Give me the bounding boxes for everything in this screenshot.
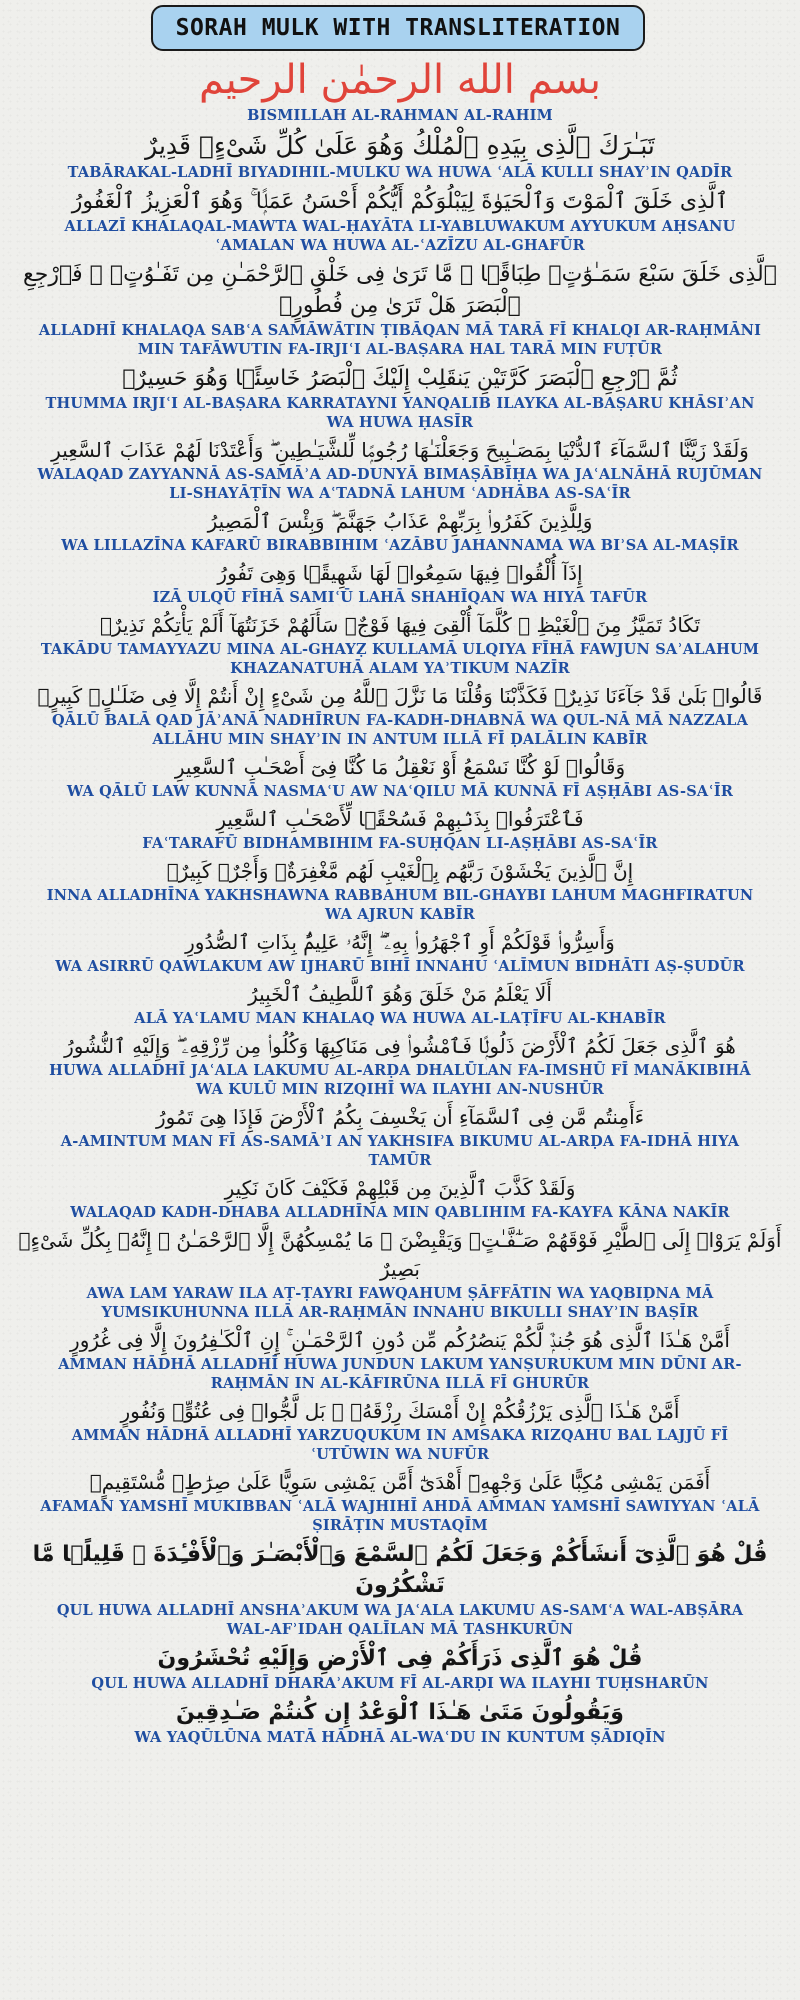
verse-block — [0, 1226, 800, 1322]
verse-block — [0, 559, 800, 607]
verse-arabic: هُوَ ٱلَّذِى جَعَلَ لَكُمُ ٱلْأَرْضَ ذَلُولًۭا فَٱمْشُوا۟ فِى مَنَاكِبِهَا وَكُلُوا۟ مِن رِّزْقِهِۦ ۖ وَإِلَيْهِ ٱلنُّشُورُ — [64, 1034, 736, 1058]
verse-arabic: تَكَادُ تَمَيَّزُ مِنَ ٱلْغَيْظِ ۖ كُلَّمَآ أُلْقِىَ فِيهَا فَوْجٌۭ سَأَلَهُمْ خَزَنَتُهَآ أَلَمْ يَأْتِكُمْ نَذِيرٌۭ — [99, 613, 701, 637]
verse-arabic: أَفَمَن يَمْشِى مُكِبًّا عَلَىٰ وَجْهِهِۦٓ أَهْدَىٰٓ أَمَّن يَمْشِى سَوِيًّا عَلَىٰ صِرَٰطٍۢ مُّسْتَقِيمٍۢ — [89, 1470, 711, 1494]
verse-block — [0, 1397, 800, 1464]
verse-block — [0, 1539, 800, 1639]
verse-block — [0, 1032, 800, 1099]
verse-arabic: وَيَقُولُونَ مَتَىٰ هَـٰذَا ٱلْوَعْدُ إِن كُنتُمْ صَـٰدِقِينَ — [176, 1700, 624, 1725]
verse-transliteration: A-AMINTUM MAN FĪ AS-SAMĀʾI AN YAKHSIFA BIKUMU AL-ARḌA FA-IDHĀ HIYA TAMŪR — [60, 1133, 740, 1169]
verse-transliteration: AFAMAN YAMSHĪ MUKIBBAN ʿALĀ WAJHIHĪ AHDĀ AMMAN YAMSHĪ SAWIYYAN ʿALĀ ṢIRĀṬIN MUSTAQĪM — [40, 1498, 760, 1534]
verse-arabic: ٱلَّذِى خَلَقَ ٱلْمَوْتَ وَٱلْحَيَوٰةَ لِيَبْلُوَكُمْ أَيُّكُمْ أَحْسَنُ عَمَلًۭا ۚ وَهُوَ ٱلْعَزِيزُ ٱلْغَفُورُ — [71, 189, 729, 214]
verse-block — [0, 1326, 800, 1393]
verse-arabic: وَلَقَدْ زَيَّنَّا ٱلسَّمَآءَ ٱلدُّنْيَا بِمَصَـٰبِيحَ وَجَعَلْنَـٰهَا رُجُومًۭا لِّلشَّيَـٰطِينِ ۖ وَأَعْتَدْنَا لَهُمْ عَذَابَ ٱلسَّعِيرِ — [51, 438, 749, 462]
verse-transliteration: BISMILLAH AL-RAHMAN AL-RAHIM — [247, 107, 553, 124]
verse-transliteration: FAʿTARAFŪ BIDHAMBIHIM FA-SUḤQAN LI-AṢḤĀBI AS-SAʿĪR — [142, 835, 658, 852]
verse-transliteration: AMMAN HĀDHĀ ALLADHĪ HUWA JUNDUN LAKUM YANṢURUKUM MIN DŪNI AR-RAḤMĀN IN AL-KĀFIRŪNA ILLĀ FĪ GHURŪR — [58, 1356, 742, 1392]
verse-block — [0, 805, 800, 853]
verse-block — [0, 1643, 800, 1693]
verse-block — [0, 611, 800, 678]
verse-block — [0, 1697, 800, 1747]
verse-transliteration: IZĀ ULQŪ FĪHĀ SAMIʿŪ LAHĀ SHAHĪQAN WA HIYA TAFŪR — [152, 589, 648, 606]
verse-arabic: ٱلَّذِى خَلَقَ سَبْعَ سَمَـٰوَٰتٍۢ طِبَاقًۭا ۖ مَّا تَرَىٰ فِى خَلْقِ ٱلرَّحْمَـٰنِ مِن تَفَـٰوُتٍۢ ۖ فَٱرْجِعِ ٱلْبَصَرَ هَلْ تَرَىٰ مِن فُطُورٍۢ — [23, 262, 777, 318]
verse-block — [0, 1174, 800, 1222]
verse-block — [0, 857, 800, 924]
verse-arabic: وَقَالُوا۟ لَوْ كُنَّا نَسْمَعُ أَوْ نَعْقِلُ مَا كُنَّا فِىٓ أَصْحَـٰبِ ٱلسَّعِيرِ — [174, 755, 626, 779]
verse-arabic: وَلِلَّذِينَ كَفَرُوا۟ بِرَبِّهِمْ عَذَابُ جَهَنَّمَ ۖ وَبِئْسَ ٱلْمَصِيرُ — [207, 509, 593, 533]
verse-arabic: تَبَـٰرَكَ ٱلَّذِى بِيَدِهِ ٱلْمُلْكُ وَهُوَ عَلَىٰ كُلِّ شَىْءٍۢ قَدِيرٌ — [145, 131, 655, 160]
verse-arabic: ءَأَمِنتُم مَّن فِى ٱلسَّمَآءِ أَن يَخْسِفَ بِكُمُ ٱلْأَرْضَ فَإِذَا هِىَ تَمُورُ — [155, 1105, 645, 1129]
verse-block — [0, 129, 800, 182]
verse-arabic: قُلْ هُوَ ٱلَّذِىٓ أَنشَأَكُمْ وَجَعَلَ لَكُمُ ٱلسَّمْعَ وَٱلْأَبْصَـٰرَ وَٱلْأَفْـِٔدَةَ ۖ قَلِيلًۭا مَّا تَشْكُرُونَ — [32, 1542, 768, 1598]
verse-block — [0, 436, 800, 503]
verse-transliteration: WA LILLAZĪNA KAFARŪ BIRABBIHIM ʿAZĀBU JAHANNAMA WA BIʾSA AL-MAṢĪR — [61, 537, 739, 554]
verse-transliteration: AWA LAM YARAW ILA AṬ-ṬAYRI FAWQAHUM ṢĀFFĀTIN WA YAQBIḌNA MĀ YUMSIKUHUNNA ILLĀ AR-RAḤMĀN INNAHU BIKULLI SHAYʾIN BAṢĪR — [86, 1285, 714, 1321]
verse-transliteration: WA QĀLŪ LAW KUNNĀ NASMAʿU AW NAʿQILU MĀ KUNNĀ FĪ AṢḤĀBI AS-SAʿĪR — [66, 783, 734, 800]
verse-block — [0, 1468, 800, 1535]
verse-block — [0, 682, 800, 749]
verse-arabic: وَأَسِرُّوا۟ قَوْلَكُمْ أَوِ ٱجْهَرُوا۟ بِهِۦٓ ۖ إِنَّهُۥ عَلِيمٌۢ بِذَاتِ ٱلصُّدُورِ — [185, 930, 615, 954]
verse-arabic: أَمَّنْ هَـٰذَا ٱلَّذِى يَرْزُقُكُمْ إِنْ أَمْسَكَ رِزْقَهُۥ ۚ بَل لَّجُّوا۟ فِى عُتُوٍّۢ وَنُفُورٍ — [120, 1399, 680, 1423]
verse-block — [0, 928, 800, 976]
verse-arabic: أَلَا يَعْلَمُ مَنْ خَلَقَ وَهُوَ ٱللَّطِيفُ ٱلْخَبِيرُ — [248, 982, 552, 1006]
verse-transliteration: HUWA ALLADHĪ JAʿALA LAKUMU AL-ARḌA DHALŪLAN FA-IMSHŪ FĪ MANĀKIBIHĀ WA KULŪ MIN RIZQIHĪ WA ILAYHI AN-NUSHŪR — [49, 1062, 751, 1098]
verse-transliteration: WALAQAD ZAYYANNĀ AS-SAMĀʾA AD-DUNYĀ BIMAṢĀBĪḤA WA JAʿALNĀHĀ RUJŪMAN LI-SHAYĀṬĪN WA AʿTADNĀ LAHUM ʿADHĀBA AS-SAʿĪR — [37, 466, 763, 502]
verse-block — [0, 363, 800, 432]
verse-block — [0, 106, 800, 125]
verse-block — [0, 259, 800, 359]
verse-block — [0, 507, 800, 555]
verse-transliteration: WALAQAD KADH-DHABA ALLADHĪNA MIN QABLIHIM FA-KAYFA KĀNA NAKĪR — [70, 1204, 730, 1221]
page-title: SORAH MULK WITH TRANSLITERATION — [151, 5, 645, 51]
verse-transliteration: TABĀRAKAL-LADHĪ BIYADIHIL-MULKU WA HUWA ʿALĀ KULLI SHAYʾIN QADĪR — [67, 164, 733, 181]
verse-block — [0, 753, 800, 801]
verse-transliteration: QUL HUWA ALLADHĪ DHARAʾAKUM FĪ AL-ARḌI WA ILAYHI TUḤSHARŪN — [91, 1675, 709, 1692]
verse-arabic: ثُمَّ ٱرْجِعِ ٱلْبَصَرَ كَرَّتَيْنِ يَنقَلِبْ إِلَيْكَ ٱلْبَصَرُ خَاسِئًۭا وَهُوَ حَسِيرٌۭ — [122, 366, 678, 391]
verse-arabic: إِنَّ ٱلَّذِينَ يَخْشَوْنَ رَبَّهُم بِٱلْغَيْبِ لَهُم مَّغْفِرَةٌۭ وَأَجْرٌۭ كَبِيرٌۭ — [166, 859, 634, 883]
verse-arabic: أَوَلَمْ يَرَوْا۟ إِلَى ٱلطَّيْرِ فَوْقَهُمْ صَـٰٓفَّـٰتٍۢ وَيَقْبِضْنَ ۚ مَا يُمْسِكُهُنَّ إِلَّا ٱلرَّحْمَـٰنُ ۚ إِنَّهُۥ بِكُلِّ شَىْءٍۭ بَصِيرٌ — [18, 1228, 782, 1281]
verse-transliteration: WA ASIRRŪ QAWLAKUM AW IJHARŪ BIHĪ INNAHU ʿALĪMUN BIDHĀTI AṢ-ṢUDŪR — [55, 958, 745, 975]
verse-arabic: وَلَقَدْ كَذَّبَ ٱلَّذِينَ مِن قَبْلِهِمْ فَكَيْفَ كَانَ نَكِيرِ — [224, 1176, 576, 1200]
verse-transliteration: AMMAN HĀDHĀ ALLADHĪ YARZUQUKUM IN AMSAKA RIZQAHU BAL LAJJŪ FĪ ʿUTŪWIN WA NUFŪR — [71, 1427, 729, 1463]
verse-arabic: قُلْ هُوَ ٱلَّذِى ذَرَأَكُمْ فِى ٱلْأَرْضِ وَإِلَيْهِ تُحْشَرُونَ — [157, 1646, 643, 1671]
verse-block — [0, 980, 800, 1028]
verse-block — [0, 1103, 800, 1170]
verse-arabic: فَٱعْتَرَفُوا۟ بِذَنۢبِهِمْ فَسُحْقًۭا لِّأَصْحَـٰبِ ٱلسَّعِيرِ — [216, 807, 584, 831]
verse-transliteration: ALĀ YAʿLAMU MAN KHALAQ WA HUWA AL-LAṬĪFU AL-KHABĪR — [134, 1010, 666, 1027]
basmala-arabic: بسم الله الرحمٰن الرحيم — [198, 57, 602, 103]
verse-transliteration: TAKĀDU TAMAYYAZU MINA AL-GHAYẒ KULLAMĀ ULQIYA FĪHĀ FAWJUN SAʾALAHUM KHAZANATUHĀ ALAM YAʾTIKUM NAZĪR — [40, 641, 760, 677]
verse-transliteration: QĀLŪ BALĀ QAD JĀʾANĀ NADHĪRUN FA-KADH-DHABNĀ WA QUL-NĀ MĀ NAZZALA ALLĀHU MIN SHAYʾIN IN ANTUM ILLĀ FĪ ḌALĀLIN KABĪR — [51, 712, 749, 748]
verse-block — [0, 186, 800, 255]
verse-arabic: قَالُوا۟ بَلَىٰ قَدْ جَآءَنَا نَذِيرٌۭ فَكَذَّبْنَا وَقُلْنَا مَا نَزَّلَ ٱللَّهُ مِن شَىْءٍ إِنْ أَنتُمْ إِلَّا فِى ضَلَـٰلٍۢ كَبِيرٍۢ — [37, 684, 763, 708]
verse-transliteration: ALLADHĪ KHALAQA SABʿA SAMĀWĀTIN ṬIBĀQAN MĀ TARĀ FĪ KHALQI AR-RAḤMĀNI MIN TAFĀWUTIN FA-IRJIʿI AL-BAṢARA HAL TARĀ MIN FUṬŪR — [38, 322, 762, 358]
verse-arabic: أَمَّنْ هَـٰذَا ٱلَّذِى هُوَ جُندٌۭ لَّكُمْ يَنصُرُكُم مِّن دُونِ ٱلرَّحْمَـٰنِ ۚ إِنِ ٱلْكَـٰفِرُونَ إِلَّا فِى غُرُورٍ — [70, 1328, 730, 1352]
verse-transliteration: THUMMA IRJIʿI AL-BAṢARA KARRATAYNI YANQALIB ILAYKA AL-BAṢARU KHĀSIʾAN WA HUWA ḤASĪR — [45, 395, 755, 431]
verse-transliteration: QUL HUWA ALLADHĪ ANSHAʾAKUM WA JAʿALA LAKUMU AS-SAMʿA WAL-ABṢĀRA WAL-AFʾIDAH QALĪLAN MĀ TASHKURŪN — [56, 1602, 744, 1638]
verse-arabic: إِذَآ أُلْقُوا۟ فِيهَا سَمِعُوا۟ لَهَا شَهِيقًۭا وَهِىَ تَفُورُ — [217, 561, 583, 585]
verse-transliteration: INNA ALLADHĪNA YAKHSHAWNA RABBAHUM BIL-GHAYBI LAHUM MAGHFIRATUN WA AJRUN KABĪR — [46, 887, 754, 923]
verse-transliteration: WA YAQŪLŪNA MATĀ HĀDHĀ AL-WAʿDU IN KUNTUM ṢĀDIQĪN — [134, 1729, 666, 1746]
verse-transliteration: ALLAZĪ KHALAQAL-MAWTA WAL-ḤAYĀTA LI-YABLUWAKUM AYYUKUM AḤSANU ʿAMALAN WA HUWA AL-ʿAZĪZU AL-GHAFŪR — [64, 218, 736, 254]
